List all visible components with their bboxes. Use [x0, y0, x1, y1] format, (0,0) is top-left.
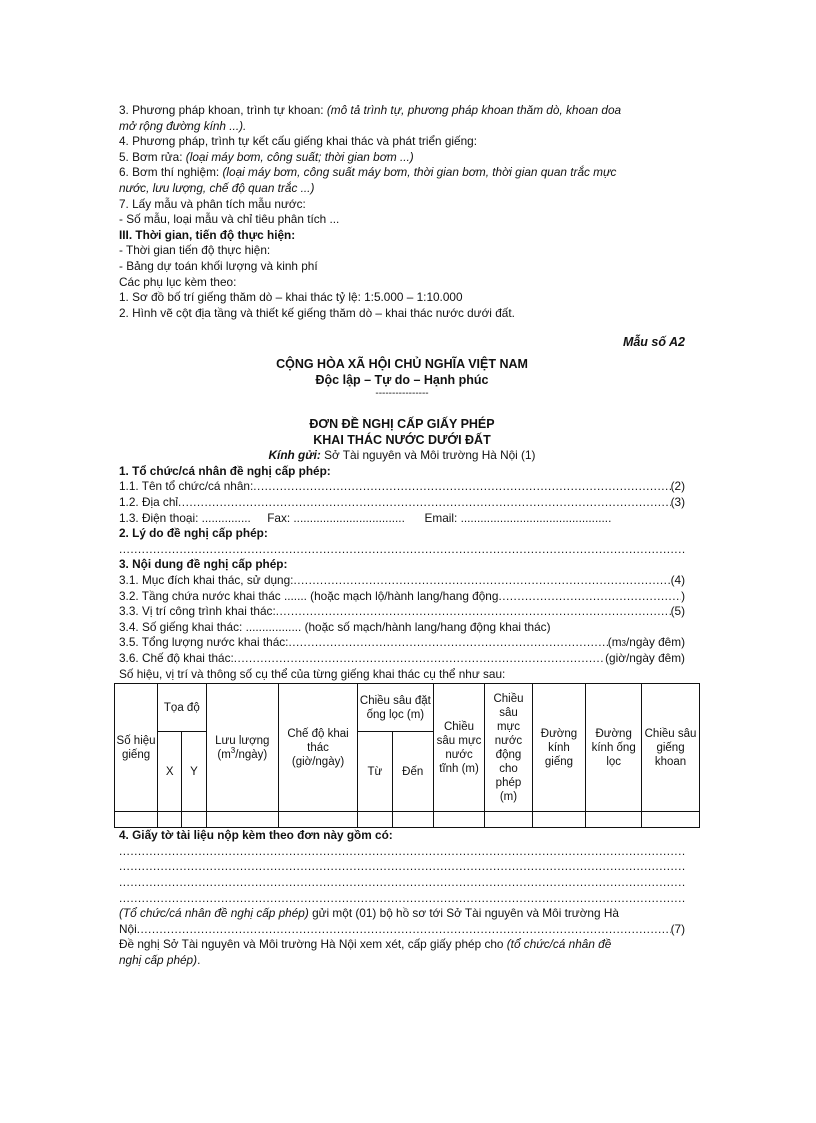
submission-line-cont: Nội ..... (7)	[119, 922, 685, 938]
table-row	[115, 812, 700, 828]
col-coords: Tọa độ	[158, 684, 206, 732]
recipient-line: Kính gửi: Sở Tài nguyên và Môi trường Hà Nội (1)	[268, 448, 536, 463]
col-well-id: Số hiệu giếng	[115, 684, 158, 812]
fill-dots	[293, 573, 670, 589]
applicant-address-field: 1.2. Địa chỉ ..... (3)	[119, 495, 685, 511]
sampling-detail-line: - Số mẫu, loại mẫu và chỉ tiêu phân tích ...	[119, 212, 340, 227]
col-flow: Lưu lượng $(m^3/ngày)$	[206, 684, 279, 812]
motto: Độc lập – Tự do – Hạnh phúc	[315, 372, 489, 387]
section-1-heading: 1. Tổ chức/cá nhân đề nghị cấp phép:	[119, 463, 331, 478]
pump-test-line-cont: nước, lưu lượng, chế độ quan trắc ...)	[119, 180, 315, 195]
col-x: X	[158, 732, 182, 812]
regime-field: 3.6. Chế độ khai thác: ..... (giờ/ngày đêm)	[119, 651, 685, 667]
table-header-row	[115, 684, 700, 732]
fill-dots	[276, 604, 671, 620]
attachment-line-1	[119, 844, 685, 860]
col-dynamic-level: Chiều sâu mực nước động cho phép (m)	[485, 684, 532, 812]
reason-field	[119, 542, 685, 558]
fill-dots	[119, 859, 685, 875]
section-3-heading: 3. Nội dung đề nghị cấp phép:	[119, 557, 288, 572]
col-from: Từ	[358, 732, 393, 812]
aquifer-field: 3.2. Tầng chứa nước khai thác ....... (hoặc mạch lộ/hành lang/hang động ..... )	[119, 589, 685, 605]
attachment-line-4	[119, 891, 685, 907]
form-title-line2: KHAI THÁC NƯỚC DƯỚI ĐẤT	[313, 432, 491, 447]
appendix-item-2: 2. Hình vẽ cột địa tầng và thiết kế giếng thăm dò – khai thác nước dưới đất.	[119, 305, 515, 320]
submission-line: (Tổ chức/cá nhân đề nghị cấp phép) gửi một (01) bộ hồ sơ tới Sở Tài nguyên và Môi trường Hà	[119, 906, 619, 921]
fill-dots	[119, 875, 685, 891]
wells-count-field: 3.4. Số giếng khai thác: ................. (hoặc số mạch/hành lang/hang động khai thác)	[119, 619, 551, 634]
header-divider: ----------------	[375, 388, 429, 400]
schedule-line: - Thời gian tiến độ thực hiện:	[119, 243, 271, 258]
applicant-name-field: 1.1. Tên tổ chức/cá nhân: ..... (2)	[119, 479, 685, 495]
table-intro: Số hiệu, vị trí và thông số cụ thể của từng giếng khai thác cụ thể như sau:	[119, 666, 506, 681]
col-static-level: Chiều sâu mực nước tĩnh (m)	[433, 684, 485, 812]
col-filter-depth: Chiều sâu đặt ống lọc (m)	[358, 684, 434, 732]
appendix-item-1: 1. Sơ đồ bố trí giếng thăm dò – khai thác tỷ lệ: 1:5.000 – 1:10.000	[119, 290, 463, 305]
col-well-diameter: Đường kính giếng	[532, 684, 586, 812]
attachment-line-2	[119, 859, 685, 875]
fill-dots	[178, 495, 671, 511]
method-drilling-line-cont: mở rộng đường kính ...).	[119, 118, 247, 133]
nation-heading: CỘNG HÒA XÃ HỘI CHỦ NGHĨA VIỆT NAM	[276, 356, 528, 371]
fill-dots	[119, 542, 685, 558]
pump-test-line: 6. Bơm thí nghiệm: (loại máy bơm, công suất máy bơm, thời gian bơm, thời gian quan trắc mực	[119, 165, 617, 180]
request-line: Đề nghị Sở Tài nguyên và Môi trường Hà Nội xem xét, cấp giấy phép cho (tổ chức/cá nhân đề	[119, 937, 612, 952]
col-filter-diameter: Đường kính ống lọc	[586, 684, 642, 812]
attachment-line-3	[119, 875, 685, 891]
purpose-field: 3.1. Mục đích khai thác, sử dụng: ..... (4)	[119, 573, 685, 589]
sampling-line: 7. Lấy mẫu và phân tích mẫu nước:	[119, 196, 306, 211]
document-page	[116, 103, 697, 969]
fill-dots	[498, 589, 681, 605]
col-drill-depth: Chiều sâu giếng khoan	[642, 684, 700, 812]
method-drilling-line: 3. Phương pháp khoan, trình tự khoan: (mô tả trình tự, phương pháp khoan thăm dò, khoan doa	[119, 103, 622, 117]
section-4-heading: 4. Giấy tờ tài liệu nộp kèm theo đơn này gồm có:	[119, 828, 393, 843]
fill-dots	[119, 891, 685, 907]
col-y: Y	[182, 732, 206, 812]
fill-dots	[119, 844, 685, 860]
col-regime: Chế độ khai thác (giờ/ngày)	[279, 684, 358, 812]
form-code: Mẫu số A2	[622, 335, 685, 350]
form-title-line1: ĐƠN ĐỀ NGHỊ CẤP GIẤY PHÉP	[309, 417, 495, 432]
section-iii-heading: III. Thời gian, tiến độ thực hiện:	[119, 227, 296, 242]
contact-field: 1.3. Điện thoại: ............... Fax: .................................. Email: ..............................................	[119, 510, 612, 525]
location-field: 3.3. Vị trí công trình khai thác: ..... (5)	[119, 604, 685, 620]
fill-dots	[234, 651, 605, 667]
volume-field: 3.5. Tổng lượng nước khai thác: ..... (m 3 /ngày đêm)	[119, 635, 685, 651]
fill-dots	[137, 922, 671, 938]
appendix-heading: Các phụ lục kèm theo:	[119, 274, 237, 289]
col-to: Đến	[392, 732, 433, 812]
method-structure-line: 4. Phương pháp, trình tự kết cấu giếng khai thác và phát triển giếng:	[119, 134, 478, 149]
budget-line: - Bảng dự toán khối lượng và kinh phí	[119, 258, 318, 273]
request-line-cont: nghị cấp phép).	[119, 952, 201, 967]
fill-dots	[253, 479, 670, 495]
section-2-heading: 2. Lý do đề nghị cấp phép:	[119, 526, 268, 541]
fill-dots	[288, 635, 607, 651]
pump-wash-line: 5. Bơm rửa: (loại máy bơm, công suất; thời gian bơm ...)	[119, 149, 414, 164]
wells-table	[114, 683, 700, 828]
